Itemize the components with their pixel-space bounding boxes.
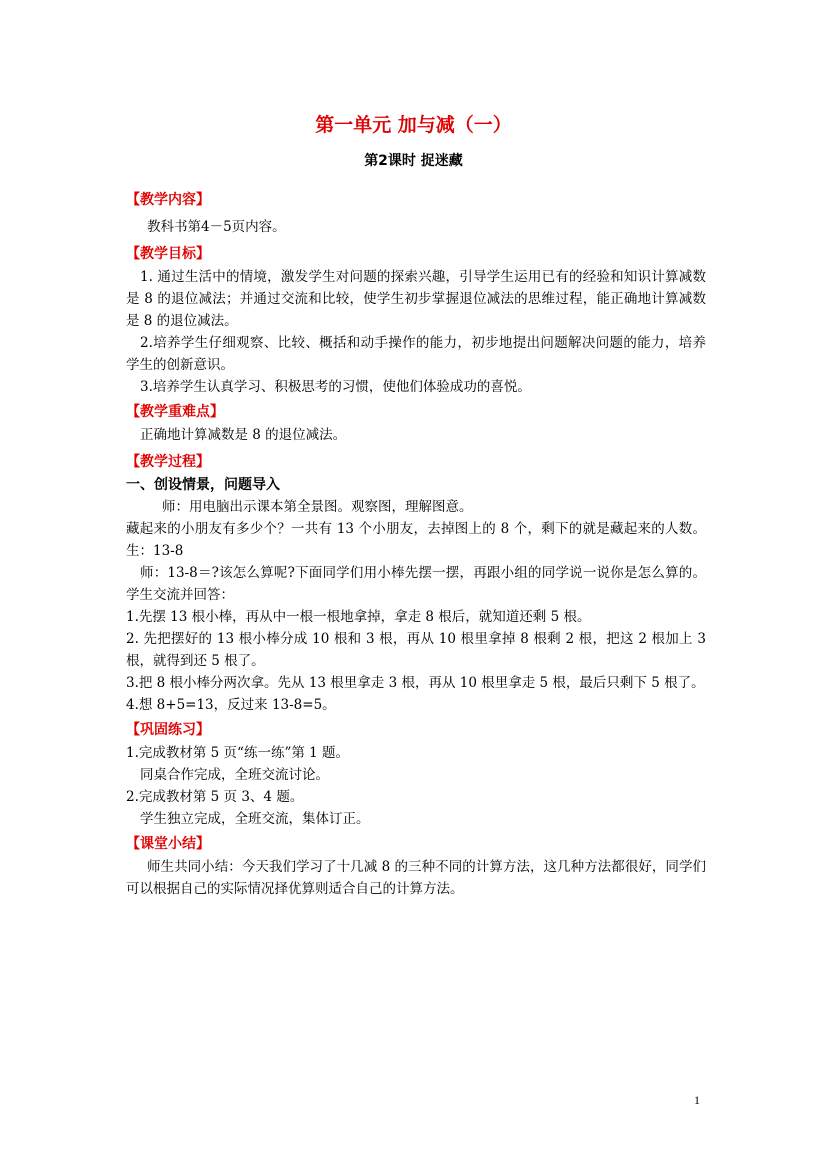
section-heading-goals: 【教学目标】 [126,246,210,262]
keypoints-text: 正确地计算减数是 8 的退位减法。 [140,427,347,443]
process-paragraph-2: 藏起来的小朋友有多少个？一共有 13 个小朋友，去掉图上的 8 个，剩下的就是藏起来的人数。生：13-8 [126,521,706,559]
process-paragraph-1: 师：用电脑出示课本第全景图。观察图，理解图意。 [162,499,473,515]
process-paragraph-5: 2. 先把摆好的 13 根小棒分成 10 根和 3 根，再从 10 根里拿掉 8 根剩 2 根，把这 2 根加上 3 根，就得到还 5 根了。 [126,631,706,669]
process-paragraph-3: 师：13-8＝?该怎么算呢?下面同学们用小棒先摆一摆，再跟小组的同学说一说你是怎么算的。学生交流并回答： [126,565,706,603]
summary-paragraph-1: 师生共同小结：今天我们学习了十几减 8 的三种不同的计算方法，这几种方法都很好，同学们可以根据自己的实际情况择优算则适合自己的计算方法。 [126,859,706,897]
process-paragraph-7: 4.想 8+5=13，反过来 13-8=5。 [126,697,336,713]
content-text: 教科书第4－5页内容。 [147,219,286,235]
section-heading-summary: 【课堂小结】 [126,836,210,852]
practice-paragraph-1: 1.完成教材第 5 页“练一练”第 1 题。 [126,745,350,761]
process-paragraph-6: 3.把 8 根小棒分两次拿。先从 13 根里拿走 3 根，再从 10 根里拿走 5 根，最后只剩下 5 根了。 [126,675,705,691]
goals-paragraph-2: 2.培养学生仔细观察、比较、概括和动手操作的能力，初步地提出问题解决问题的能力，培养学生的创新意识。 [126,335,706,373]
goals-paragraph-3: 3.培养学生认真学习、积极思考的习惯，使他们体验成功的喜悦。 [140,379,531,395]
process-subheading: 一、创设情景，问题导入 [126,477,280,493]
goals-paragraph-1: 1. 通过生活中的情境，激发学生对问题的探索兴趣，引导学生运用已有的经验和知识计算减数是 8 的退位减法；并通过交流和比较，使学生初步掌握退位减法的思维过程，能正确地计算减数是 8 的退位减法。 [126,269,706,329]
document-body [126,186,706,900]
page-subtitle: 第2课时 捉迷藏 [364,153,463,169]
section-heading-practice: 【巩固练习】 [126,722,210,738]
section-heading-process: 【教学过程】 [126,454,210,470]
practice-paragraph-2: 同桌合作完成，全班交流讨论。 [140,767,329,783]
section-heading-content: 【教学内容】 [126,192,210,208]
page-title: 第一单元 加与减（一） [315,114,512,136]
section-heading-keypoints: 【教学重难点】 [126,404,224,420]
process-paragraph-4: 1.先摆 13 根小棒，再从中一根一根地拿掉，拿走 8 根后，就知道还剩 5 根。 [126,609,591,625]
practice-paragraph-4: 学生独立完成，全班交流，集体订正。 [140,811,370,827]
practice-paragraph-3: 2.完成教材第 5 页 3、4 题。 [126,789,304,805]
page-number: 1 [694,1093,700,1107]
